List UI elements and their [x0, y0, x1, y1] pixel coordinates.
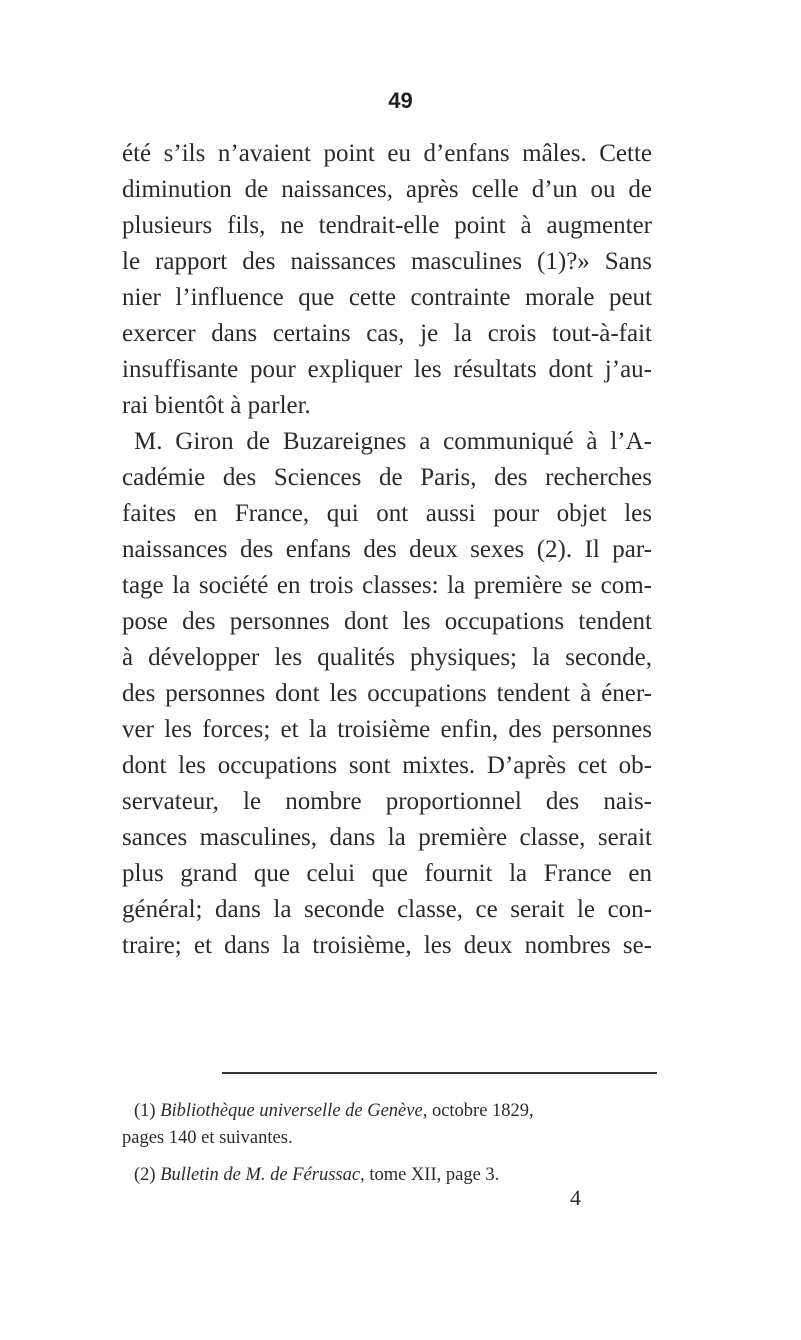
footnote-1-continuation: pages 140 et suivantes.	[122, 1128, 293, 1148]
text-line: des personnes dont les occupations tendent à éner-	[122, 680, 652, 707]
text-line: servateur, le nombre proportionnel des nais-	[122, 788, 652, 815]
text-line: exercer dans certains cas, je la crois tout-à-fait	[122, 320, 652, 347]
footnote-source-title: Bulletin de M. de Férussac,	[160, 1165, 365, 1185]
text-line: nier l’influence que cette contrainte morale peut	[122, 284, 652, 311]
text-line: cadémie des Sciences de Paris, des recherches	[122, 464, 652, 491]
text-line: diminution de naissances, après celle d’un ou de	[122, 176, 652, 203]
text-line: dont les occupations sont mixtes. D’après cet ob-	[122, 752, 652, 779]
footnote-divider	[222, 1072, 657, 1074]
text-line: naissances des enfans des deux sexes (2). Il par-	[122, 536, 652, 563]
footnote-1	[122, 1098, 662, 1125]
body-text	[122, 136, 652, 964]
text-line: rai bientôt à parler.	[122, 392, 311, 419]
text-line: ver les forces; et la troisième enfin, des personnes	[122, 716, 652, 743]
footnotes	[122, 1098, 662, 1189]
text-line: traire; et dans la troisième, les deux nombres se-	[122, 932, 652, 959]
text-line: faites en France, qui ont aussi pour objet les	[122, 500, 652, 527]
text-line: été s’ils n’avaient point eu d’enfans mâles. Cette	[122, 140, 652, 167]
text-line: tage la société en trois classes: la première se com-	[122, 572, 652, 599]
page-number: 49	[388, 88, 413, 113]
signature-mark: 4	[570, 1185, 581, 1210]
text-line: sances masculines, dans la première classe, serait	[122, 824, 652, 851]
footnote-source-title: Bibliothèque universelle de Genève,	[160, 1101, 428, 1121]
text-line: à développer les qualités physiques; la seconde,	[122, 644, 652, 671]
text-line: plus grand que celui que fournit la France en	[122, 860, 652, 887]
text-line: le rapport des naissances masculines (1)?» Sans	[122, 248, 652, 275]
text-line: M. Giron de Buzareignes a communiqué à l’A-	[134, 428, 652, 455]
footnote-detail: octobre 1829,	[431, 1101, 534, 1121]
footnote-marker: (2)	[134, 1165, 156, 1185]
footnote-2	[122, 1162, 662, 1189]
text-line: insuffisante pour expliquer les résultats dont j’au-	[122, 356, 652, 383]
text-line: général; dans la seconde classe, ce serait le con-	[122, 896, 652, 923]
text-line: plusieurs fils, ne tendrait-elle point à augmenter	[122, 212, 652, 239]
footnote-detail: tome XII, page 3.	[369, 1165, 500, 1185]
footnote-marker: (1)	[134, 1101, 156, 1121]
text-line: pose des personnes dont les occupations tendent	[122, 608, 652, 635]
